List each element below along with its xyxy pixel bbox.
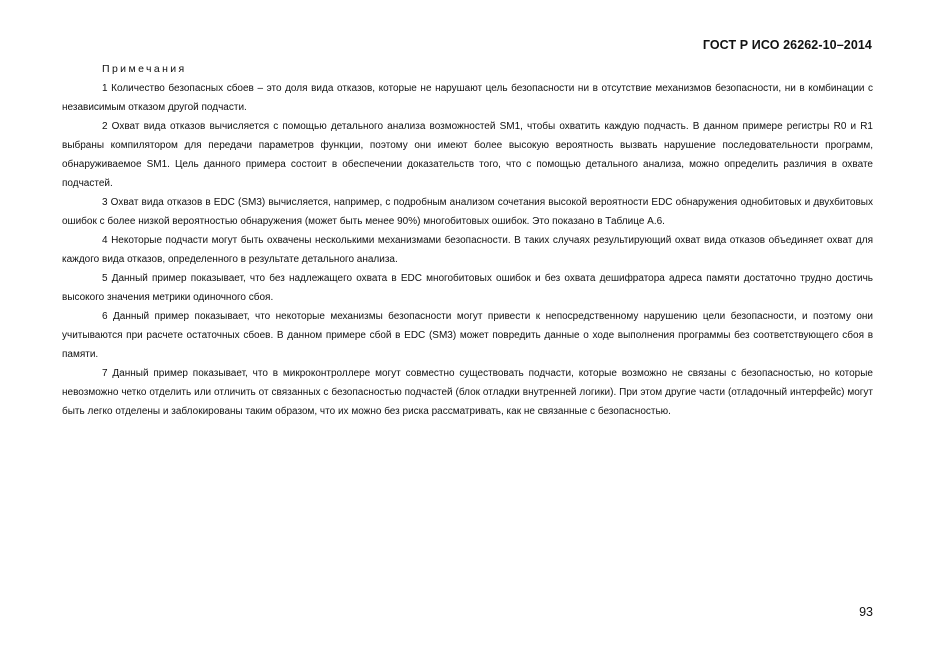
notes-section [62, 60, 873, 421]
page-number: 93 [859, 605, 873, 619]
note-paragraph-5: 5 Данный пример показывает, что без надлежащего охвата в EDC многобитовых ошибок и без охвата дешифратора адреса памяти достаточно трудно достичь высокого значения метрики одиночного сбоя. [62, 273, 873, 303]
note-paragraph-1: 1 Количество безопасных сбоев – это доля вида отказов, которые не нарушают цель безопасности ни в отсутствие механизмов безопасности, ни в комбинации с независимым отказом другой подчасти. [62, 83, 873, 113]
notes-heading: Примечания [102, 63, 187, 75]
note-paragraph-4: 4 Некоторые подчасти могут быть охвачены несколькими механизмами безопасности. В таких случаях результирующий охват вида отказов объединяет охват для каждого вида отказов, определенного в результате детального анализа. [62, 235, 873, 265]
note-paragraph-2: 2 Охват вида отказов вычисляется с помощью детального анализа возможностей SM1, чтобы охватить каждую подчасть. В данном примере регистры R0 и R1 выбраны компилятором для передачи параметров функции, поэтому они имеют более высокую вероятность вызвать нарушение последовательности программ, обнаруживаемое SM1. Цель данного примера состоит в обеспечении доказательств того, что с помощью детального анализа, можно определить различия в охвате подчастей. [62, 121, 873, 189]
note-paragraph-7: 7 Данный пример показывает, что в микроконтроллере могут совместно существовать подчасти, которые возможно не связаны с безопасностью, но которые невозможно четко отделить или отличить от связанных с безопасностью подчастей (блок отладки внутренней логики). При этом другие части (отладочный интерфейс) могут быть легко отделены и заблокированы таким образом, что их можно без риска рассматривать, как не связанные с безопасностью. [62, 368, 873, 417]
note-paragraph-6: 6 Данный пример показывает, что некоторые механизмы безопасности могут привести к непосредственному нарушению цели безопасности, и поэтому они учитываются при расчете остаточных сбоев. В данном примере сбой в EDC (SM3) может повредить данные о ходе выполнения программы без соответствующего сбоя в памяти. [62, 311, 873, 360]
note-paragraph-3: 3 Охват вида отказов в EDC (SM3) вычисляется, например, с подробным анализом сочетания высокой вероятности EDC обнаружения однобитовых и двухбитовых ошибок с более низкой вероятностью обнаружения (может быть менее 90%) многобитовых ошибок. Это показано в Таблице А.6. [62, 197, 873, 227]
document-header-title: ГОСТ Р ИСО 26262-10–2014 [702, 38, 872, 52]
